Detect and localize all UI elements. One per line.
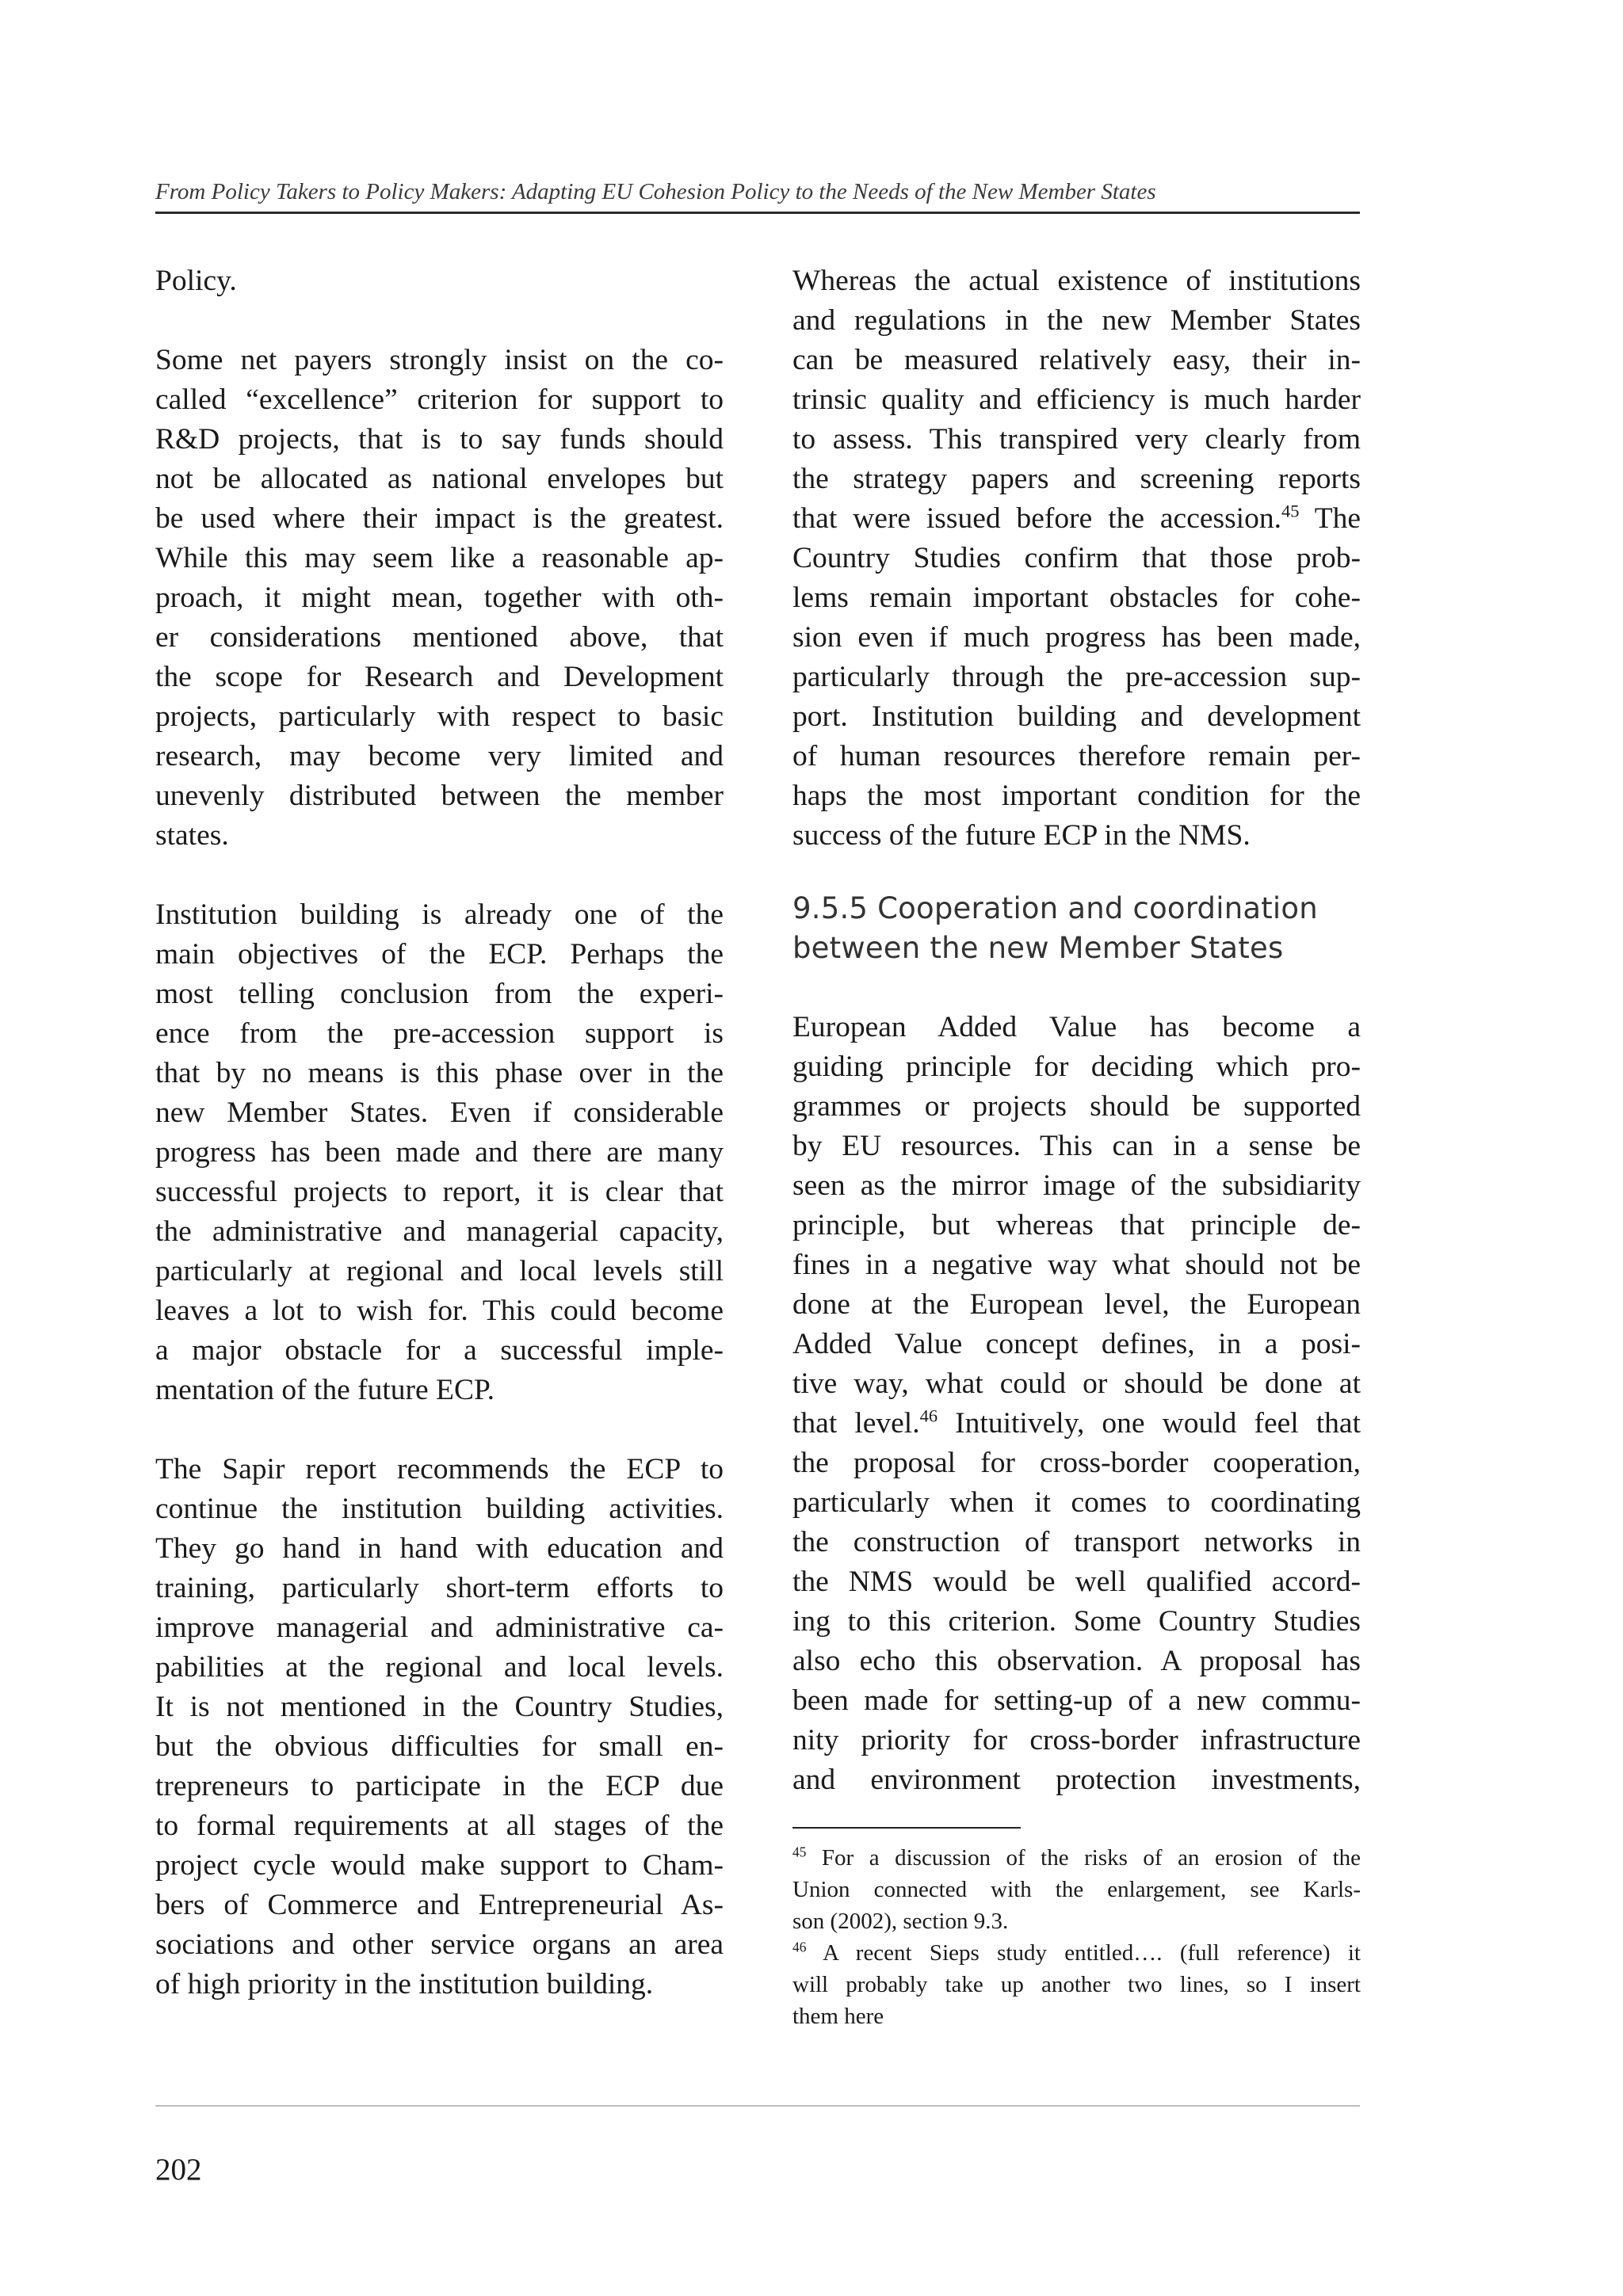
text-line: success of the future ECP in the NMS. [792, 819, 1251, 852]
paragraph [155, 341, 724, 856]
text-line: and environment protection investments, [792, 1764, 1361, 1796]
text-line: grammes or projects should be supported [792, 1090, 1361, 1123]
text-line: not be allocated as national envelopes but [155, 463, 724, 495]
footnote-ref-45[interactable]: 45 [1281, 501, 1300, 521]
footnotes [792, 1842, 1361, 2032]
text-line: lems remain important obstacles for cohe- [792, 582, 1361, 614]
footnote-number: 45 [792, 1844, 807, 1860]
text-segment: The [1299, 502, 1361, 535]
text-line: the proposal for cross-border cooperation, [792, 1447, 1361, 1479]
text-line: main objectives of the ECP. Perhaps the [155, 938, 724, 971]
text-line: haps the most important condition for the [792, 780, 1361, 812]
text-line: pabilities at the regional and local levels. [155, 1651, 724, 1684]
text-line: principle, but whereas that principle de- [792, 1209, 1361, 1241]
footnote-line: Union connected with the enlargement, see Karls- [792, 1877, 1361, 1902]
text-line: most telling conclusion from the experi- [155, 978, 724, 1010]
footnote-line: will probably take up another two lines, so I insert [792, 1972, 1361, 1997]
text-line: ence from the pre-accession support is [155, 1017, 724, 1050]
footnote-45 [792, 1842, 1361, 1937]
text-line: guiding principle for deciding which pro- [792, 1051, 1361, 1083]
footnote-number: 46 [792, 1939, 807, 1955]
text-line: trepreneurs to participate in the ECP due [155, 1770, 724, 1802]
text-line: ing to this criterion. Some Country Studies [792, 1605, 1361, 1638]
text-line: progress has been made and there are many [155, 1136, 724, 1169]
header-rule [155, 212, 1360, 214]
text-line: by EU resources. This can in a sense be [792, 1130, 1361, 1162]
text-line: sion even if much progress has been made, [792, 621, 1361, 654]
text-line: the construction of transport networks in [792, 1526, 1361, 1558]
text-line: unevenly distributed between the member [155, 780, 724, 812]
text-line: tive way, what could or should be done at [792, 1367, 1361, 1400]
text-segment: that were issued before the accession. [792, 502, 1281, 535]
page-number: 202 [155, 2153, 202, 2187]
text-line: improve managerial and administrative ca- [155, 1611, 724, 1644]
text-line: called “excellence” criterion for support to [155, 383, 724, 416]
paragraph [155, 895, 724, 1410]
text-line: also echo this observation. A proposal has [792, 1645, 1361, 1677]
text-line: and regulations in the new Member States [792, 304, 1361, 337]
paragraph [155, 1450, 724, 2004]
text-line: port. Institution building and development [792, 700, 1361, 733]
text-line: states. [155, 819, 229, 852]
text-line: but the obvious difficulties for small en- [155, 1730, 724, 1763]
text-line: to formal requirements at all stages of the [155, 1810, 724, 1842]
text-segment: that level. [792, 1407, 920, 1440]
text-line [792, 1404, 1361, 1444]
text-line: nity priority for cross-border infrastructure [792, 1724, 1361, 1756]
footnote-rule [792, 1827, 1021, 1829]
text-line: project cycle would make support to Cham- [155, 1849, 724, 1882]
text-line: research, may become very limited and [155, 740, 724, 772]
text-line: particularly through the pre-accession sup- [792, 661, 1361, 693]
text-line: Added Value concept defines, in a posi- [792, 1328, 1361, 1360]
text-line: that by no means is this phase over in the [155, 1057, 724, 1089]
text-line: continue the institution building activities. [155, 1493, 724, 1525]
text-line: of high priority in the institution building. [155, 1968, 654, 2000]
text-line: the strategy papers and screening reports [792, 463, 1361, 495]
text-line: projects, particularly with respect to basic [155, 700, 724, 733]
footnote-ref-46[interactable]: 46 [919, 1405, 938, 1426]
text-line: can be measured relatively easy, their in- [792, 344, 1361, 376]
text-line: R&D projects, that is to say funds should [155, 423, 724, 456]
text-line: Country Studies confirm that those prob- [792, 542, 1361, 574]
text-line: been made for setting-up of a new commu- [792, 1684, 1361, 1717]
text-line: successful projects to report, it is clear that [155, 1176, 724, 1208]
text-line: While this may seem like a reasonable ap- [155, 542, 724, 574]
text-line: trinsic quality and efficiency is much harder [792, 383, 1361, 416]
footer-rule [155, 2105, 1360, 2107]
right-column [792, 261, 1361, 1800]
text-line: sociations and other service organs an area [155, 1928, 724, 1961]
text-line: They go hand in hand with education and [155, 1532, 724, 1565]
text-line: the administrative and managerial capacity, [155, 1215, 724, 1248]
text-line: Institution building is already one of the [155, 898, 724, 931]
text-line: new Member States. Even if considerable [155, 1097, 724, 1129]
text-line: the NMS would be well qualified accord- [792, 1566, 1361, 1598]
text-line: mentation of the future ECP. [155, 1374, 495, 1406]
paragraph [155, 261, 724, 301]
paragraph [792, 1008, 1361, 1800]
running-head: From Policy Takers to Policy Makers: Adapting EU Cohesion Policy to the Needs of the New Member States [155, 179, 1156, 204]
text-line: leaves a lot to wish for. This could become [155, 1295, 724, 1327]
heading-line: between the new Member States [792, 931, 1284, 965]
text-line: particularly when it comes to coordinating [792, 1486, 1361, 1519]
text-line [792, 499, 1361, 539]
heading-line: 9.5.5 Cooperation and coordination [792, 891, 1318, 925]
text-segment: Intuitively, one would feel that [938, 1407, 1361, 1440]
text-line: done at the European level, the European [792, 1288, 1361, 1321]
text-segment: A recent Sieps study entitled…. (full reference) it [806, 1940, 1361, 1966]
text-line: er considerations mentioned above, that [155, 621, 724, 654]
text-line: to assess. This transpired very clearly from [792, 423, 1361, 456]
text-line: Some net payers strongly insist on the co- [155, 344, 724, 376]
paragraph [792, 261, 1361, 856]
footnote-line: them here [792, 2004, 884, 2029]
text-line: Policy. [155, 265, 237, 297]
text-line: bers of Commerce and Entrepreneurial As- [155, 1889, 724, 1921]
text-line: It is not mentioned in the Country Studies, [155, 1691, 724, 1723]
text-line: training, particularly short-term efforts to [155, 1572, 724, 1604]
footnote-line [792, 1937, 1361, 1969]
text-line: a major obstacle for a successful imple- [155, 1334, 724, 1367]
text-line: The Sapir report recommends the ECP to [155, 1453, 724, 1486]
footnote-line: son (2002), section 9.3. [792, 1909, 1009, 1934]
text-line: seen as the mirror image of the subsidiarity [792, 1169, 1361, 1202]
section-heading [792, 889, 1361, 968]
left-column [155, 261, 724, 2004]
text-line: European Added Value has become a [792, 1011, 1361, 1043]
text-line: Whereas the actual existence of institutions [792, 265, 1361, 297]
text-segment: For a discussion of the risks of an erosion of the [806, 1845, 1361, 1871]
text-line: be used where their impact is the greatest. [155, 502, 724, 535]
text-line: particularly at regional and local levels still [155, 1255, 724, 1287]
text-line: proach, it might mean, together with oth- [155, 582, 724, 614]
footnote-line [792, 1842, 1361, 1874]
text-line: of human resources therefore remain per- [792, 740, 1361, 772]
footnote-46 [792, 1937, 1361, 2032]
text-line: the scope for Research and Development [155, 661, 724, 693]
text-line: fines in a negative way what should not be [792, 1249, 1361, 1281]
